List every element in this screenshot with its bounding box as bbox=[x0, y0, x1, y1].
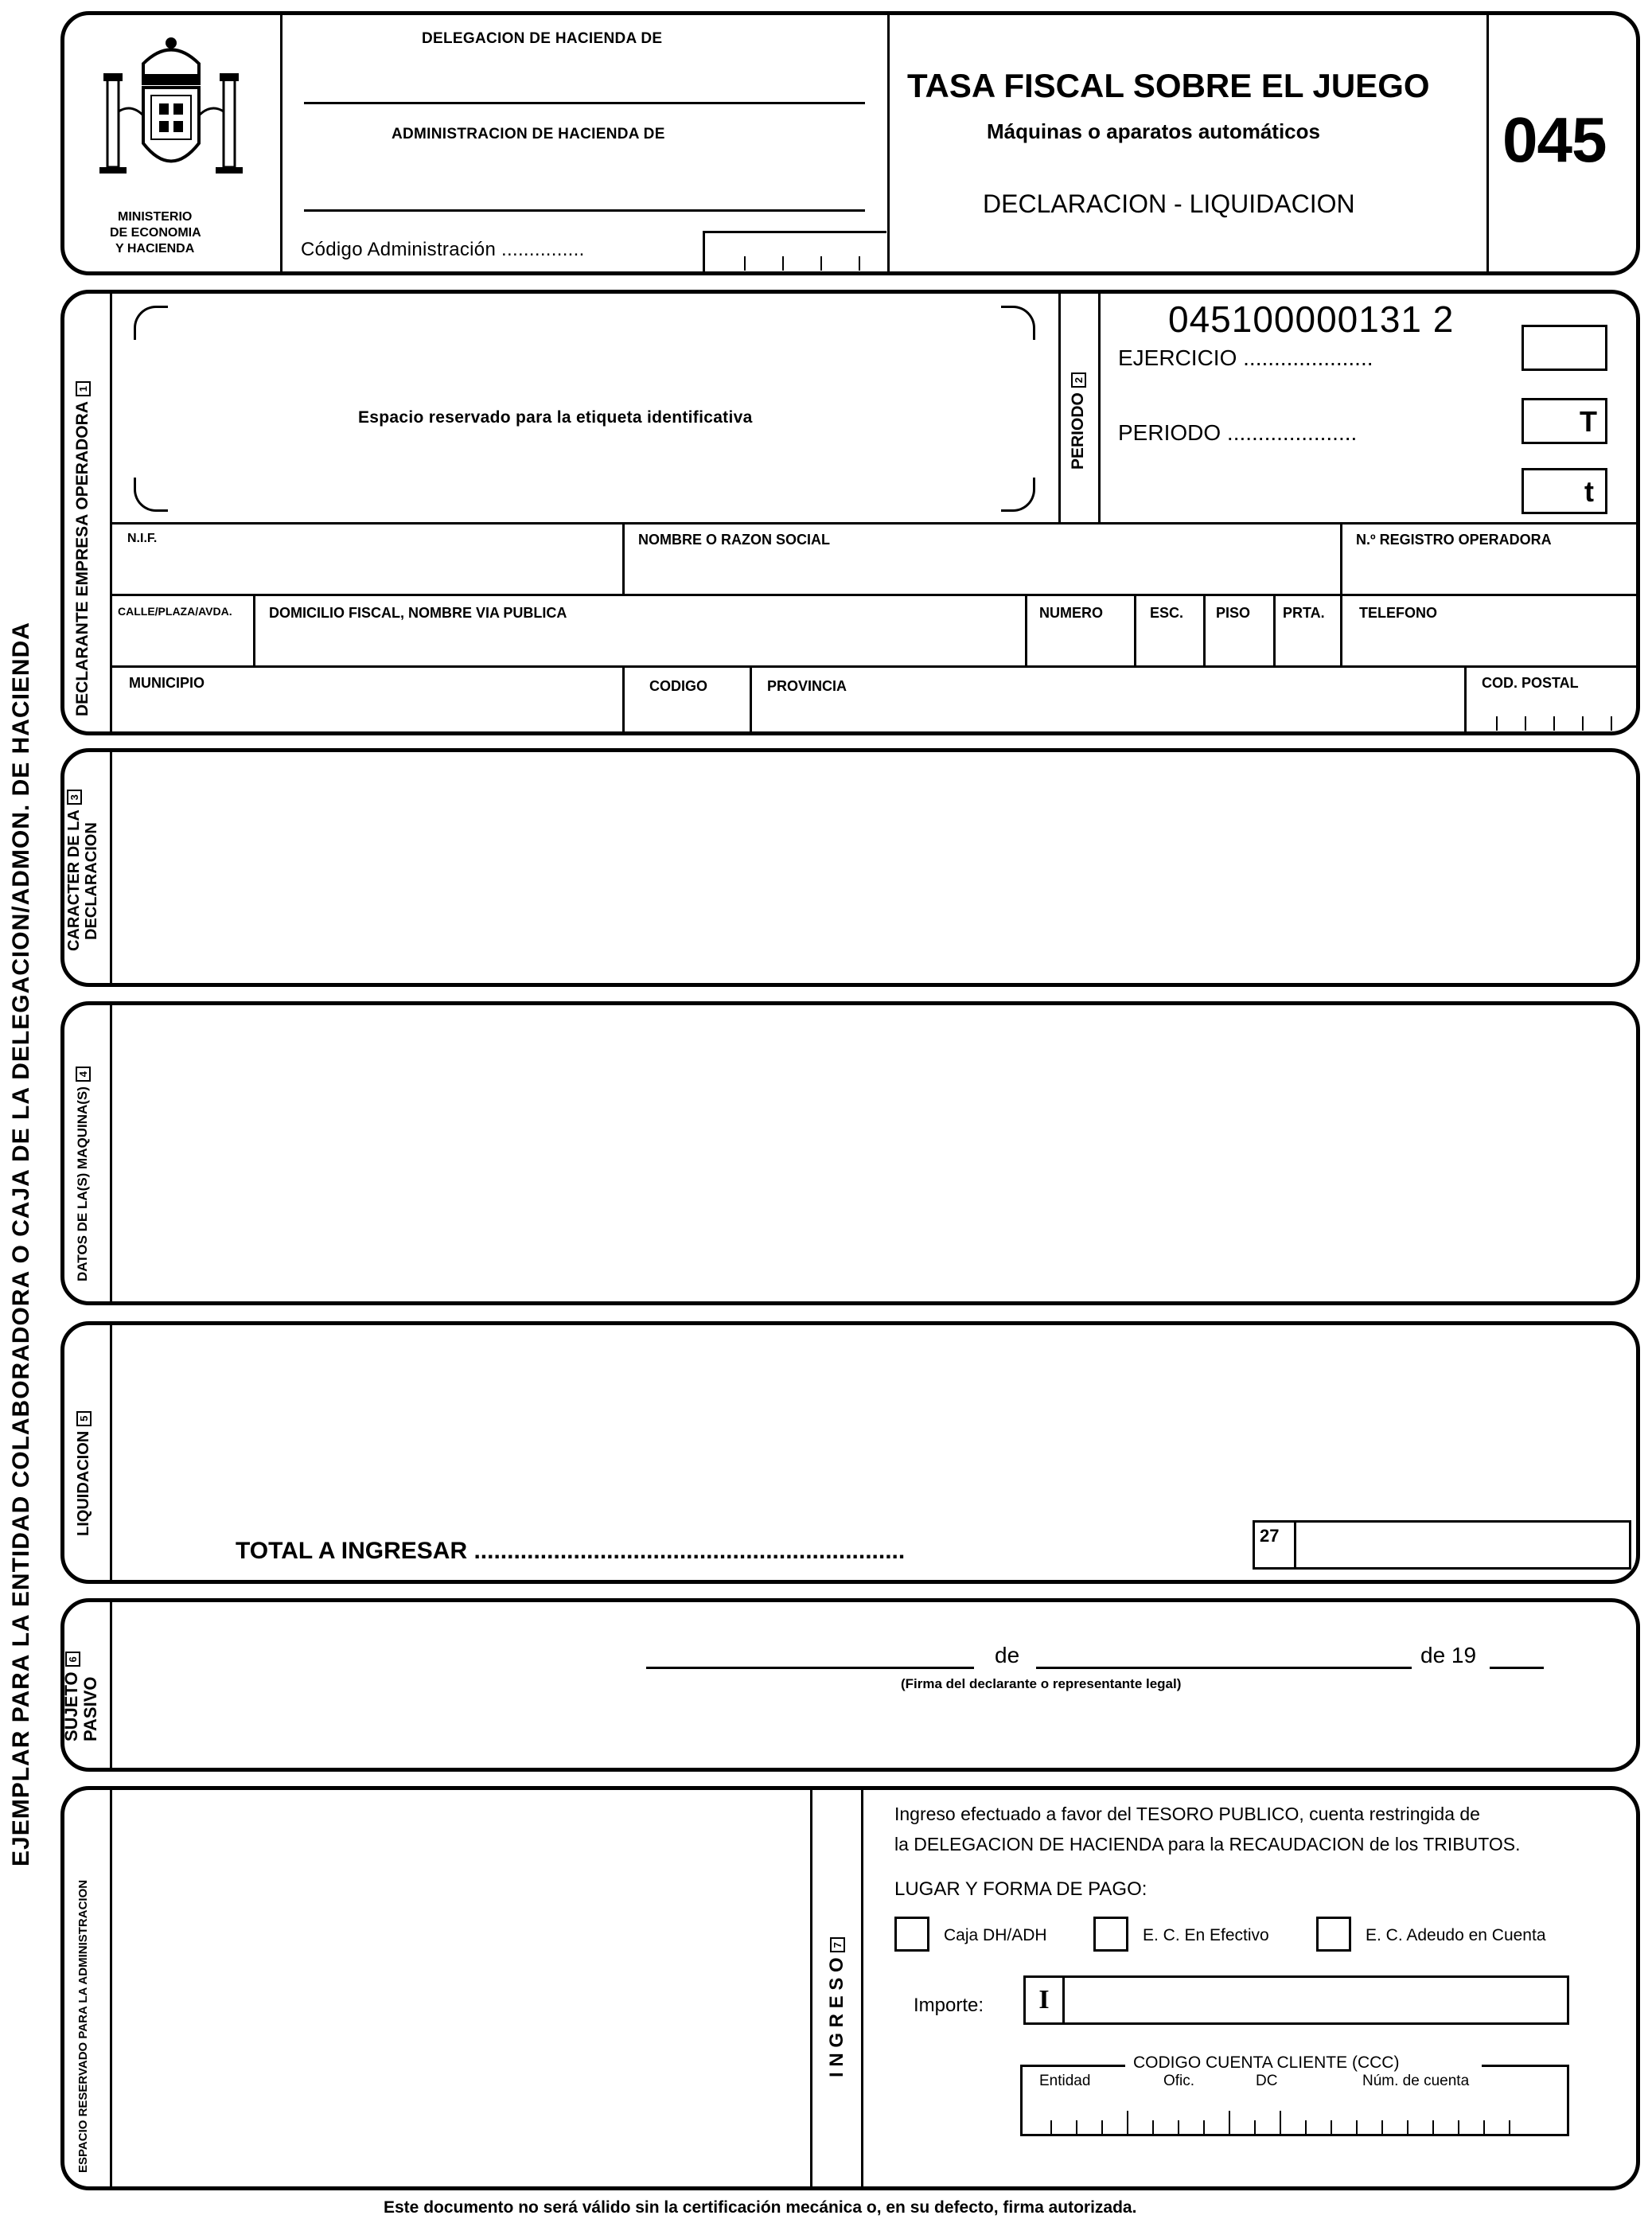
ejercicio-label: EJERCICIO ..................... bbox=[1118, 345, 1373, 370]
form-title: TASA FISCAL SOBRE EL JUEGO bbox=[907, 67, 1430, 104]
ccc-label: CODIGO CUENTA CLIENTE (CCC) bbox=[1130, 2053, 1402, 2073]
codigo-label: CODIGO bbox=[649, 678, 708, 694]
side-copy-label: EJEMPLAR PARA LA ENTIDAD COLABORADORA O CAJA DE LA DELEGACION/ADMON. DE HACIENDA bbox=[8, 622, 34, 1866]
importe-prefix: I bbox=[1026, 1978, 1065, 2022]
nif-label: N.I.F. bbox=[127, 532, 158, 545]
registro-label: N.º REGISTRO OPERADORA bbox=[1356, 532, 1552, 548]
barcode-number: 045100000131 2 bbox=[1168, 298, 1455, 340]
form-subtitle: Máquinas o aparatos automáticos bbox=[987, 119, 1320, 143]
administracion-label: ADMINISTRACION DE HACIENDA DE bbox=[392, 126, 665, 142]
piso-label: PISO bbox=[1216, 605, 1251, 621]
label-space-text: Espacio reservado para la etiqueta identificativa bbox=[358, 408, 753, 427]
ccc-digit-ticks[interactable] bbox=[1020, 2111, 1510, 2135]
importe-field[interactable] bbox=[1023, 1975, 1569, 2025]
option-adeudo-label: E. C. Adeudo en Cuenta bbox=[1366, 1926, 1546, 1944]
domicilio-label: DOMICILIO FISCAL, NOMBRE VIA PUBLICA bbox=[269, 605, 567, 621]
delegacion-label: DELEGACION DE HACIENDA DE bbox=[422, 30, 663, 47]
ingreso-text-line-1: Ingreso efectuado a favor del TESORO PUBLICO, cuenta restringida de bbox=[894, 1804, 1480, 1824]
nombre-field[interactable] bbox=[625, 549, 1337, 592]
codigo-admin-label: Código Administración ............... bbox=[301, 239, 585, 260]
sujeto-pasivo-section bbox=[60, 1598, 1640, 1772]
option-efectivo-checkbox[interactable] bbox=[1093, 1917, 1128, 1952]
coat-of-arms-emblem bbox=[95, 32, 247, 191]
model-number: 045 bbox=[1502, 104, 1607, 175]
declarante-section bbox=[60, 290, 1640, 735]
option-efectivo-label: E. C. En Efectivo bbox=[1143, 1926, 1269, 1944]
reserved-admin-label: ESPACIO RESERVADO PARA LA ADMINISTRACION bbox=[76, 1879, 90, 2173]
cod-postal-ticks[interactable] bbox=[1496, 716, 1612, 731]
lugar-forma-label: LUGAR Y FORMA DE PAGO: bbox=[894, 1878, 1147, 1900]
datos-label: DATOS DE LA(S) MAQUINA(S)4 bbox=[75, 1067, 91, 1281]
municipio-label: MUNICIPIO bbox=[129, 675, 205, 691]
periodo-label: PERIODO2 bbox=[1069, 372, 1088, 470]
ccc-ofic-label: Ofic. bbox=[1163, 2073, 1195, 2089]
calle-label: CALLE/PLAZA/AVDA. bbox=[118, 605, 232, 618]
periodo-row-label: PERIODO ..................... bbox=[1118, 420, 1358, 445]
total-box-number: 27 bbox=[1255, 1523, 1296, 1567]
nif-field[interactable] bbox=[113, 549, 619, 592]
year-line[interactable] bbox=[1490, 1667, 1544, 1669]
ministry-line-3: Y HACIENDA bbox=[115, 242, 195, 255]
ccc-dc-label: DC bbox=[1256, 2073, 1278, 2089]
lugar-line[interactable] bbox=[646, 1667, 974, 1669]
ministry-line-1: MINISTERIO bbox=[118, 210, 193, 224]
caracter-label: CARACTER DE LA3 DECLARACION bbox=[65, 790, 100, 951]
importe-label: Importe: bbox=[914, 1995, 984, 2016]
numero-label: NUMERO bbox=[1039, 605, 1103, 621]
option-caja-label: Caja DH/ADH bbox=[944, 1926, 1047, 1944]
ministry-line-2: DE ECONOMIA bbox=[110, 226, 201, 240]
nombre-label: NOMBRE O RAZON SOCIAL bbox=[638, 532, 830, 548]
liquidacion-label: LIQUIDACION5 bbox=[75, 1411, 93, 1536]
total-label: TOTAL A INGRESAR ................................................................. bbox=[236, 1538, 906, 1564]
form-doc-type: DECLARACION - LIQUIDACION bbox=[983, 189, 1355, 218]
de-label-2: de 19 bbox=[1420, 1643, 1477, 1667]
firma-note: (Firma del declarante o representante legal) bbox=[901, 1676, 1182, 1691]
sujeto-label: SUJETO6 PASIVO bbox=[62, 1652, 100, 1741]
footer-note: Este documento no será válido sin la certificación mecánica o, en su defecto, firma autorizada. bbox=[384, 2198, 1137, 2217]
telefono-label: TELEFONO bbox=[1359, 605, 1437, 621]
day-line[interactable] bbox=[1036, 1667, 1412, 1669]
esc-label: ESC. bbox=[1150, 605, 1184, 621]
ejercicio-field[interactable] bbox=[1521, 325, 1607, 371]
prta-label: PRTA. bbox=[1283, 605, 1325, 621]
option-caja-checkbox[interactable] bbox=[894, 1917, 929, 1952]
ccc-cuenta-label: Núm. de cuenta bbox=[1362, 2073, 1470, 2089]
option-adeudo-checkbox[interactable] bbox=[1316, 1917, 1351, 1952]
ingreso-label: I N G R E S O7 bbox=[826, 1937, 848, 2077]
ccc-entidad-label: Entidad bbox=[1039, 2073, 1091, 2089]
total-field[interactable] bbox=[1253, 1520, 1631, 1570]
datos-maquinas-section[interactable] bbox=[60, 1001, 1640, 1305]
periodo-field-upper[interactable]: T bbox=[1521, 398, 1607, 444]
cod-postal-label: COD. POSTAL bbox=[1482, 675, 1579, 691]
declarante-section-label: DECLARANTE EMPRESA OPERADORA1 bbox=[73, 381, 92, 716]
caracter-section[interactable] bbox=[60, 748, 1640, 987]
ingreso-text-line-2: la DELEGACION DE HACIENDA para la RECAUDACION de los TRIBUTOS. bbox=[894, 1834, 1521, 1854]
de-label-1: de bbox=[995, 1643, 1020, 1667]
provincia-label: PROVINCIA bbox=[767, 678, 847, 694]
periodo-field-lower[interactable]: t bbox=[1521, 468, 1607, 514]
